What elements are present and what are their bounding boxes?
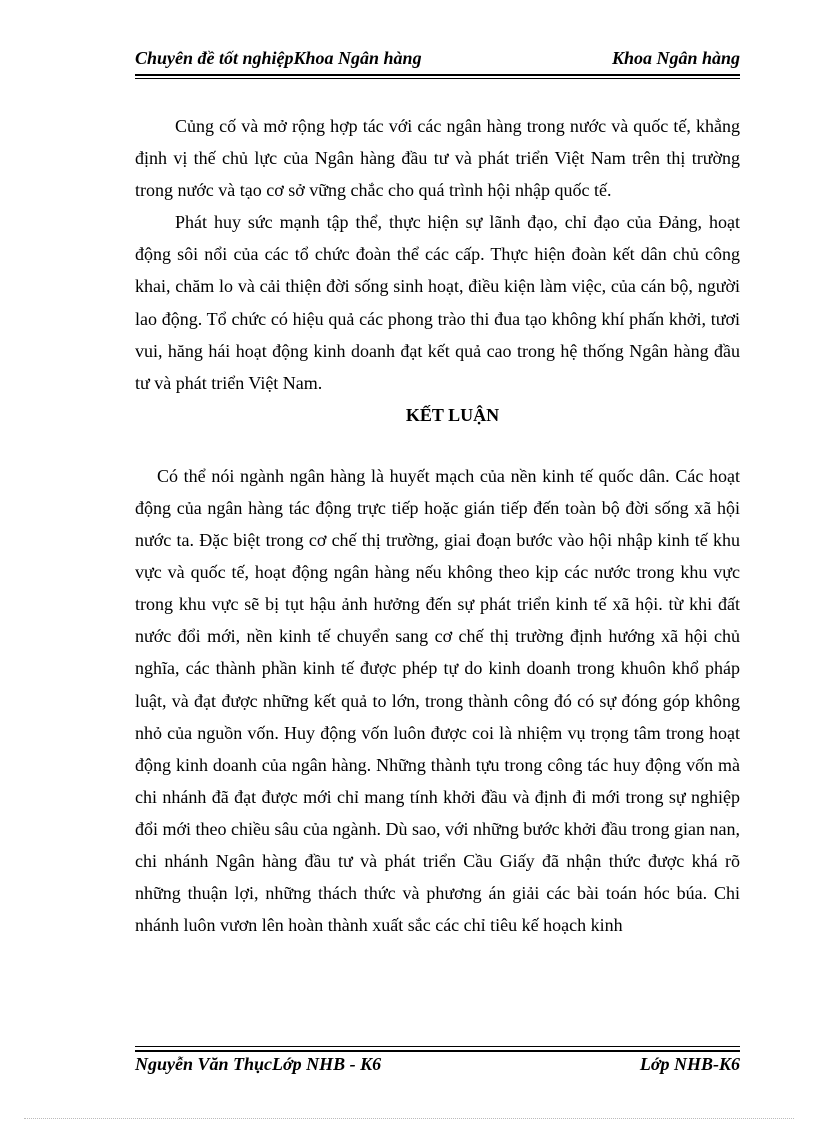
footer-rule-thin <box>135 1046 740 1047</box>
footer-rule-thick <box>135 1050 740 1052</box>
footer-left-text: Nguyễn Văn ThụcLớp NHB - K6 <box>135 1054 382 1074</box>
paragraph-conclusion: Có thể nói ngành ngân hàng là huyết mạch của nền kinh tế quốc dân. Các hoạt động của ngân hàng tác động trực tiếp hoặc gián tiếp đến toàn bộ đời sống xã hội nước ta. Đặc biệt trong cơ chế thị trường, giai đoạn bước vào hội nhập kinh tế khu vực và quốc tế, hoạt động ngân hàng nếu không theo kịp các nước trong khu vực trong khu vực sẽ bị tụt hậu ảnh hưởng đến sự phát triển kinh tế xã hội. từ khi đất nước đổi mới, nền kinh tế chuyển sang cơ chế thị trường định hướng xã hội chủ nghĩa, các thành phần kinh tế được phép tự do kinh doanh trong khuôn khổ pháp luật, và đạt được những kết quả to lớn, trong thành công đó có sự đóng góp không nhỏ của nguồn vốn. Huy động vốn luôn được coi là nhiệm vụ trọng tâm trong hoạt động kinh doanh của ngân hàng. Những thành tựu trong công tác huy động vốn mà chi nhánh đã đạt được mới chỉ mang tính khởi đầu và định đi mới trong sự nghiệp đổi mới theo chiều sâu của ngành. Dù sao, với những bước khởi đầu trong gian nan, chi nhánh Ngân hàng đầu tư và phát triển Cầu Giấy đã nhận thức được khá rõ những thuận lợi, những thách thức và phương án giải các bài toán hóc búa. Chi nhánh luôn vươn lên hoàn thành xuất sắc các chỉ tiêu kế hoạch kinh <box>135 465 740 936</box>
header-rule-thin <box>135 78 740 79</box>
document-body <box>135 110 740 941</box>
header-rule-thick <box>135 74 740 76</box>
header-right-text: Khoa Ngân hàng <box>611 48 740 68</box>
section-heading-conclusion: KẾT LUẬN <box>405 404 500 425</box>
page-footer <box>135 1054 740 1078</box>
heading-spacer <box>135 431 740 460</box>
paragraph-cooperation: Củng cố và mở rộng hợp tác với các ngân hàng trong nước và quốc tế, khẳng định vị thế chủ lực của Ngân hàng đầu tư và phát triển Việt Nam trên thị trường trong nước và tạo cơ sở vững chắc cho quá trình hội nhập quốc tế. <box>135 116 740 201</box>
page-header <box>135 48 740 72</box>
page-bottom-dotted-line <box>24 1118 794 1119</box>
header-left-text: Chuyên đề tốt nghiệpKhoa Ngân hàng <box>135 48 422 68</box>
paragraph-collective-strength: Phát huy sức mạnh tập thể, thực hiện sự lãnh đạo, chỉ đạo của Đảng, hoạt động sôi nổi của các tổ chức đoàn thể các cấp. Thực hiện đoàn kết dân chủ công khai, chăm lo và cải thiện đời sống sinh hoạt, điều kiện làm việc, của cán bộ, người lao động. Tổ chức có hiệu quả các phong trào thi đua tạo không khí phấn khởi, tươi vui, hăng hái hoạt động kinh doanh đạt kết quả cao trong hệ thống Ngân hàng đầu tư và phát triển Việt Nam. <box>135 212 740 393</box>
footer-right-text: Lớp NHB-K6 <box>639 1054 740 1074</box>
